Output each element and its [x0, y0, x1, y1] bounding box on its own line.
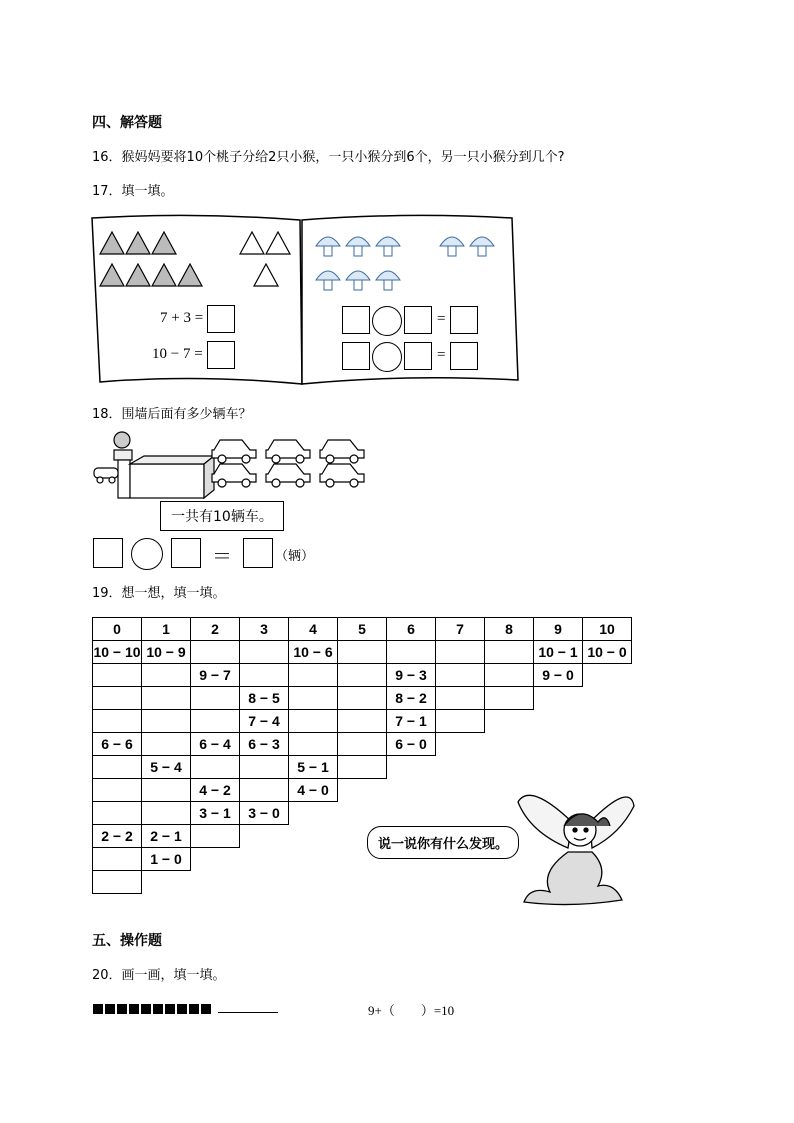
- grid-blank: [485, 710, 534, 733]
- question-16: 16．猴妈妈要将10个桃子分给2只小猴，一只小猴分到6个，另一只小猴分到几个?: [92, 150, 565, 165]
- grid-empty-cell[interactable]: [93, 848, 142, 871]
- grid-header-cell: 1: [142, 618, 191, 641]
- grid-blank: [387, 779, 436, 802]
- answer-box[interactable]: [450, 342, 478, 370]
- grid-cell: 3 − 1: [191, 802, 240, 825]
- grid-blank: [436, 802, 485, 825]
- black-square: [141, 1004, 151, 1014]
- grid-header-cell: 5: [338, 618, 387, 641]
- black-square: [129, 1004, 139, 1014]
- grid-header-cell: 10: [583, 618, 632, 641]
- grid-empty-cell[interactable]: [142, 802, 191, 825]
- grid-empty-cell[interactable]: [289, 710, 338, 733]
- grid-empty-cell[interactable]: [191, 756, 240, 779]
- answer-box[interactable]: [342, 306, 370, 334]
- grid-empty-cell[interactable]: [436, 664, 485, 687]
- operator-circle[interactable]: [131, 538, 163, 570]
- grid-header-cell: 4: [289, 618, 338, 641]
- grid-empty-cell[interactable]: [240, 641, 289, 664]
- equals-sign: =: [437, 311, 446, 327]
- grid-empty-cell[interactable]: [485, 664, 534, 687]
- grid-cell: 8 − 5: [240, 687, 289, 710]
- grid-empty-cell[interactable]: [191, 687, 240, 710]
- grid-blank: [534, 733, 583, 756]
- black-square: [93, 1004, 103, 1014]
- grid-blank: [338, 779, 387, 802]
- black-square: [117, 1004, 127, 1014]
- grid-empty-cell[interactable]: [142, 687, 191, 710]
- grid-blank: [534, 687, 583, 710]
- grid-cell: 1 − 0: [142, 848, 191, 871]
- grid-blank: [583, 664, 632, 687]
- grid-cell: 6 − 6: [93, 733, 142, 756]
- grid-cell: 10 − 1: [534, 641, 583, 664]
- grid-cell: 2 − 1: [142, 825, 191, 848]
- black-square: [153, 1004, 163, 1014]
- grid-blank: [240, 825, 289, 848]
- black-square: [177, 1004, 187, 1014]
- grid-blank: [387, 756, 436, 779]
- question-17: 17．填一填。: [92, 184, 174, 199]
- grid-cell: 4 − 0: [289, 779, 338, 802]
- grid-empty-cell[interactable]: [191, 825, 240, 848]
- grid-empty-cell[interactable]: [436, 641, 485, 664]
- grid-empty-cell[interactable]: [338, 733, 387, 756]
- grid-blank: [387, 802, 436, 825]
- grid-blank: [534, 756, 583, 779]
- grid-blank: [436, 871, 485, 894]
- grid-header-cell: 7: [436, 618, 485, 641]
- grid-empty-cell[interactable]: [142, 733, 191, 756]
- grid-empty-cell[interactable]: [240, 664, 289, 687]
- grid-empty-cell[interactable]: [485, 687, 534, 710]
- grid-blank: [240, 848, 289, 871]
- grid-empty-cell[interactable]: [436, 687, 485, 710]
- answer-line[interactable]: [218, 1012, 278, 1013]
- q17-equation-1: 7 + 3 =: [160, 310, 204, 326]
- cars-group: [212, 440, 364, 487]
- grid-cell: 2 − 2: [93, 825, 142, 848]
- car-total-sign: 一共有10辆车。: [160, 501, 284, 531]
- grid-blank: [583, 710, 632, 733]
- grid-cell: 6 − 3: [240, 733, 289, 756]
- equals-sign: ＝: [212, 546, 232, 568]
- black-square: [105, 1004, 115, 1014]
- grid-empty-cell[interactable]: [240, 779, 289, 802]
- answer-box[interactable]: [243, 538, 273, 568]
- grid-cell: 9 − 7: [191, 664, 240, 687]
- grid-header-cell: 3: [240, 618, 289, 641]
- question-18: 18．围墙后面有多少辆车？: [92, 407, 252, 422]
- grid-cell: 9 − 3: [387, 664, 436, 687]
- grid-empty-cell[interactable]: [93, 756, 142, 779]
- grid-empty-cell[interactable]: [240, 756, 289, 779]
- grid-empty-cell[interactable]: [93, 710, 142, 733]
- grid-blank: [191, 848, 240, 871]
- answer-box[interactable]: [207, 341, 235, 369]
- grid-cell: 6 − 0: [387, 733, 436, 756]
- grid-header-cell: 2: [191, 618, 240, 641]
- grid-empty-cell[interactable]: [338, 641, 387, 664]
- grid-empty-cell[interactable]: [485, 641, 534, 664]
- grid-header-cell: 8: [485, 618, 534, 641]
- grid-blank: [583, 687, 632, 710]
- grid-blank: [485, 756, 534, 779]
- grid-cell: 7 − 4: [240, 710, 289, 733]
- grid-empty-cell[interactable]: [191, 710, 240, 733]
- answer-box[interactable]: [450, 306, 478, 334]
- grid-cell: 3 − 0: [240, 802, 289, 825]
- black-square: [201, 1004, 211, 1014]
- grid-empty-cell[interactable]: [289, 664, 338, 687]
- grid-empty-cell[interactable]: [289, 687, 338, 710]
- grid-cell: 10 − 6: [289, 641, 338, 664]
- grid-cell: 5 − 4: [142, 756, 191, 779]
- grid-empty-cell[interactable]: [93, 687, 142, 710]
- grid-blank: [289, 825, 338, 848]
- grid-empty-cell[interactable]: [338, 710, 387, 733]
- black-square: [189, 1004, 199, 1014]
- grid-header-cell: 9: [534, 618, 583, 641]
- grid-empty-cell[interactable]: [387, 641, 436, 664]
- cars-wall-figure: [90, 428, 380, 500]
- grid-empty-cell[interactable]: [142, 664, 191, 687]
- grid-cell: 10 − 10: [93, 641, 142, 664]
- grid-blank: [191, 871, 240, 894]
- grid-blank: [289, 848, 338, 871]
- grid-cell: 5 − 1: [289, 756, 338, 779]
- unit-label: （辆）: [275, 549, 315, 564]
- grid-empty-cell[interactable]: [338, 687, 387, 710]
- grid-cell: 10 − 0: [583, 641, 632, 664]
- grid-blank: [436, 779, 485, 802]
- grid-blank: [436, 733, 485, 756]
- section-title-5: 五、操作题: [92, 933, 162, 949]
- grid-blank: [534, 710, 583, 733]
- grid-blank: [583, 733, 632, 756]
- grid-empty-cell[interactable]: [338, 756, 387, 779]
- grid-cell: 9 − 0: [534, 664, 583, 687]
- question-19: 19．想一想，填一填。: [92, 586, 226, 601]
- grid-cell: 4 − 2: [191, 779, 240, 802]
- grid-empty-cell[interactable]: [289, 733, 338, 756]
- equals-sign: =: [437, 347, 446, 363]
- grid-empty-cell[interactable]: [436, 710, 485, 733]
- grid-blank: [436, 756, 485, 779]
- grid-blank: [240, 871, 289, 894]
- q17-equation-2: 10 − 7 =: [152, 346, 203, 362]
- grid-empty-cell[interactable]: [93, 664, 142, 687]
- grid-blank: [485, 733, 534, 756]
- grid-cell: 6 − 4: [191, 733, 240, 756]
- grid-header-cell: 0: [93, 618, 142, 641]
- grid-empty-cell[interactable]: [338, 664, 387, 687]
- answer-box[interactable]: [207, 305, 235, 333]
- speech-bubble: 说一说你有什么发现。: [367, 826, 519, 859]
- grid-blank: [289, 871, 338, 894]
- answer-box[interactable]: [404, 306, 432, 334]
- black-squares-row: [93, 999, 213, 1018]
- car-icon: [94, 468, 118, 483]
- grid-cell: 10 − 9: [142, 641, 191, 664]
- grid-cell: 8 − 2: [387, 687, 436, 710]
- grid-blank: [338, 871, 387, 894]
- answer-box[interactable]: [404, 342, 432, 370]
- grid-blank: [142, 871, 191, 894]
- answer-box[interactable]: [93, 538, 123, 568]
- grid-empty-cell[interactable]: [142, 779, 191, 802]
- grid-blank: [387, 871, 436, 894]
- grid-blank: [338, 802, 387, 825]
- section-title-4: 四、解答题: [92, 115, 162, 131]
- grid-blank: [289, 802, 338, 825]
- grid-empty-cell[interactable]: [142, 710, 191, 733]
- answer-box[interactable]: [171, 538, 201, 568]
- grid-blank: [583, 756, 632, 779]
- grid-empty-cell[interactable]: [93, 779, 142, 802]
- q20-equation: 9+（ ）=10: [368, 1003, 455, 1018]
- operator-circle[interactable]: [372, 342, 402, 372]
- fairy-girl-illustration: [510, 782, 640, 912]
- grid-empty-cell[interactable]: [93, 802, 142, 825]
- question-20: 20．画一画，填一填。: [92, 968, 226, 983]
- answer-box[interactable]: [342, 342, 370, 370]
- grid-cell: 7 − 1: [387, 710, 436, 733]
- black-square: [165, 1004, 175, 1014]
- grid-empty-cell[interactable]: [93, 871, 142, 894]
- grid-header-cell: 6: [387, 618, 436, 641]
- grid-empty-cell[interactable]: [191, 641, 240, 664]
- operator-circle[interactable]: [372, 306, 402, 336]
